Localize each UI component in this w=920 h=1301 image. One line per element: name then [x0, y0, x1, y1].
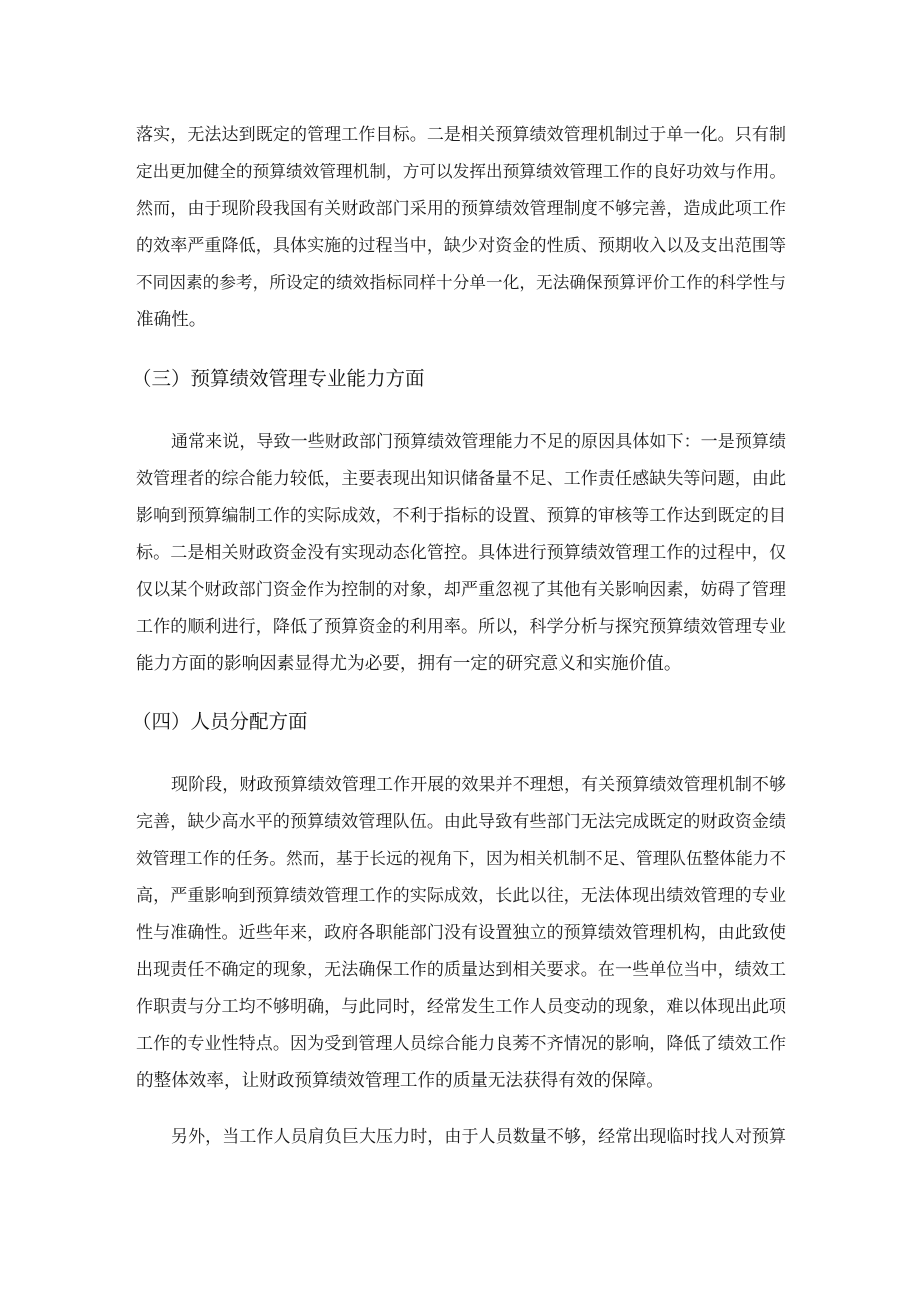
- text-line: 另外，当工作人员肩负巨大压力时，由于人员数量不够，经常出现临时找人对预算: [171, 1127, 786, 1147]
- text-line: 能力方面的影响因素显得尤为必要，拥有一定的研究意义和实施价值。: [136, 654, 682, 674]
- text-line: 完善，缺少高水平的预算绩效管理队伍。由此导致有些部门无法完成既定的财政资金绩: [136, 812, 786, 832]
- text-line: 的效率严重降低，具体实施的过程当中，缺少对资金的性质、预期收入以及支出范围等: [136, 236, 786, 256]
- text-line: 的整体效率，让财政预算绩效管理工作的质量无法获得有效的保障。: [136, 1071, 664, 1091]
- text-line: 通常来说，导致一些财政部门预算绩效管理能力不足的原因具体如下：一是预算绩: [171, 432, 786, 452]
- text-line: 工作的专业性特点。因为受到管理人员综合能力良莠不齐情况的影响，降低了绩效工作: [136, 1034, 786, 1054]
- text-line: 效管理者的综合能力较低，主要表现出知识储备量不足、工作责任感缺失等问题，由此: [136, 469, 786, 489]
- text-line: 仅以某个财政部门资金作为控制的对象，却严重忽视了其他有关影响因素，妨碍了管理: [136, 580, 786, 600]
- text-line: 高，严重影响到预算绩效管理工作的实际成效，长此以往，无法体现出绩效管理的专业: [136, 886, 786, 906]
- text-line: 不同因素的参考，所设定的绩效指标同样十分单一化，无法确保预算评价工作的科学性与: [136, 273, 786, 292]
- text-line: 作职责与分工均不够明确，与此同时，经常发生工作人员变动的现象，难以体现出此项: [136, 997, 786, 1017]
- section-heading-professional-capability: （三）预算绩效管理专业能力方面: [132, 367, 425, 390]
- text-line: 标。二是相关财政资金没有实现动态化管控。具体进行预算绩效管理工作的过程中，仅: [136, 543, 786, 563]
- text-line: 工作的顺利进行，降低了预算资金的利用率。所以，科学分析与探究预算绩效管理专业: [136, 617, 786, 637]
- text-line: 然而，由于现阶段我国有关财政部门采用的预算绩效管理制度不够完善，造成此项工作: [136, 199, 786, 219]
- section-heading-staff-allocation: （四）人员分配方面: [132, 710, 308, 733]
- text-line: 影响到预算编制工作的实际成效，不利于指标的设置、预算的审核等工作达到既定的目: [136, 506, 786, 526]
- text-line: 准确性。: [136, 310, 207, 330]
- text-line: 定出更加健全的预算绩效管理机制，方可以发挥出预算绩效管理工作的良好功效与作用。: [136, 162, 786, 181]
- text-line: 效管理工作的任务。然而，基于长远的视角下，因为相关机制不足、管理队伍整体能力不: [136, 849, 786, 868]
- text-line: 出现责任不确定的现象，无法确保工作的质量达到相关要求。在一些单位当中，绩效工: [136, 960, 786, 980]
- text-line: 落实，无法达到既定的管理工作目标。二是相关预算绩效管理机制过于单一化。只有制: [136, 125, 786, 145]
- text-line: 现阶段，财政预算绩效管理工作开展的效果并不理想，有关预算绩效管理机制不够: [171, 775, 786, 795]
- text-line: 性与准确性。近些年来，政府各职能部门没有设置独立的预算绩效管理机构，由此致使: [136, 923, 786, 943]
